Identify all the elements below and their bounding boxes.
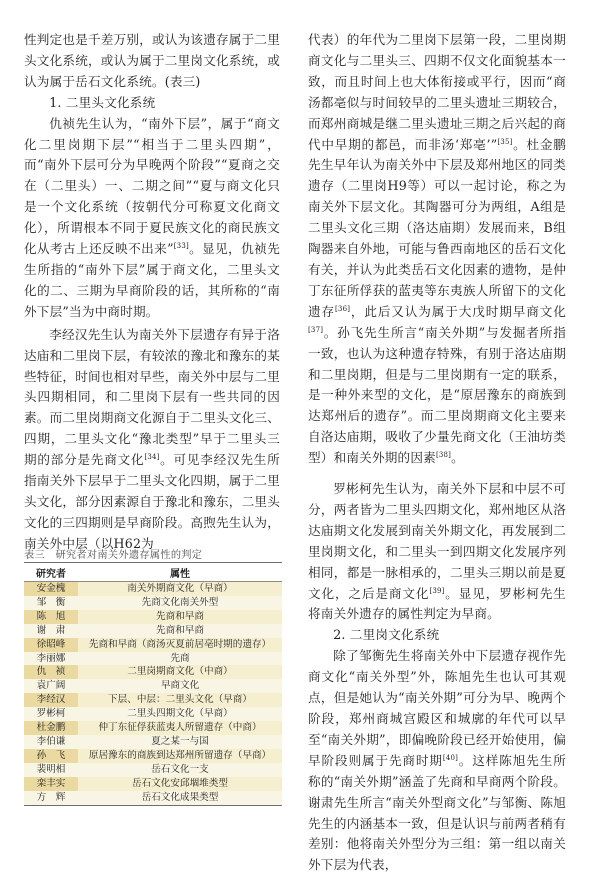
paragraph-text: 除了邹衡先生将南关外中下层遗存视作先商文化“南关外型”外，陈旭先生也认可其观点，但是她认为“南关外期”可分为早、晚两个阶段，郑州商城宫殿区和城廓的年代可以早至“南关外期”，即偏晚阶段已经开始使用，偏早阶段则属于先商时期: [308, 648, 566, 768]
paragraph: [308, 479, 566, 625]
researcher-cell: 孙 飞: [24, 749, 78, 763]
attribute-cell: 南关外期商文化（早商）: [78, 582, 282, 596]
citation-ref: [35]: [497, 137, 513, 146]
citation-ref: [39]: [429, 586, 445, 595]
researcher-cell: 栾丰实: [24, 777, 78, 791]
paragraph-text: ，此后又认为属于大戊时期早商文化: [350, 303, 566, 319]
table-row: [24, 735, 282, 749]
table-row: [24, 638, 282, 652]
researcher-cell: 李伯谦: [24, 735, 78, 749]
attribute-cell: 二里岗期商文化（中商）: [78, 665, 282, 679]
table-header-row: [24, 563, 282, 582]
table-body: [24, 582, 282, 806]
researcher-cell: 裴明相: [24, 763, 78, 777]
attribute-cell: 先商和早商（商汤灭夏前居亳时期的遗存）: [78, 638, 282, 652]
paragraph: [24, 325, 280, 555]
paragraph-text: 。这样陈旭先生所称的“南关外期”涵盖了先商和早商两个阶段。谢肃先生所言“南关外型商文化”与邹衡、陈旭先生的内涵基本一致，但是认识与前两者稍有差别：他将南关外型分为三组：第一组以南关外下层为代表，: [308, 752, 566, 873]
table-row: [24, 652, 282, 666]
attribute-cell: 先商和早商: [78, 624, 282, 638]
column-header-attribute: 属性: [78, 563, 282, 582]
paragraph-text: 。显见，仇祯先生所指的“南外下层”属于商文化，二里头文化的二、三期为早商阶段的话，其所称的“南外下层”当为中商时期。: [24, 241, 280, 319]
paragraph-text: 李经汉先生认为南关外下层遗存有异于洛达庙和二里岗下层，有较浓的豫北和豫东的某些特征，时间也相对早些，南关外中层与二里头四期相同，和二里岗下层有一些共同的因素。而二里岗期商文化源自于二里头文化三、四期，二里头文化“豫北类型”早于二里头三期的部分是先商文化: [24, 326, 280, 468]
researcher-cell: 安金槐: [24, 582, 78, 596]
paragraph-text: 。杜金鹏先生早年认为南关外中下层及郑州地区的同类遗存（二里岗H9等）可以一起讨论，称之为南关外下层文化。其陶器可分为两组，A组是二里头文化三期（洛达庙期）发展而来，B组陶器来自外地，可能与鲁西南地区的岳石文化有关，并认为此类岳石文化因素的遗物，是仲丁东征所俘获的蓝夷等东夷族人所留下的文化遗存: [308, 136, 566, 319]
section-heading: 2. 二里岗文化系统: [333, 627, 440, 643]
research-table: [24, 562, 282, 806]
attribute-cell: 先商: [78, 652, 282, 666]
table-row: [24, 693, 282, 707]
paragraph: [24, 114, 280, 323]
researcher-cell: 李经汉: [24, 693, 78, 707]
attribute-cell: 先商文化南关外型: [78, 596, 282, 610]
researcher-cell: 邹 衡: [24, 596, 78, 610]
paragraph: [308, 30, 566, 469]
attribute-cell: 岳石文化安邱堌堆类型: [78, 777, 282, 791]
table-row: [24, 777, 282, 791]
researcher-cell: 谢 肃: [24, 624, 78, 638]
table-row: [24, 610, 282, 624]
researcher-cell: 李丽娜: [24, 652, 78, 666]
table-row: [24, 679, 282, 693]
researcher-cell: 陈 旭: [24, 610, 78, 624]
attribute-cell: 夏之某一与国: [78, 735, 282, 749]
citation-ref: [40]: [442, 753, 459, 762]
citation-ref: [37]: [308, 325, 324, 334]
attribute-cell: 下层、中层：二里头文化（早商）: [78, 693, 282, 707]
citation-ref: [38]: [435, 450, 452, 459]
section-heading: 1. 二里头文化系统: [49, 94, 156, 110]
paragraph: 性判定也是千差万别，或认为该遗存属于二里头文化系统，或认为属于二里岗文化系统，或认为属于岳石文化系统。(表三): [24, 32, 280, 89]
table-row: [24, 665, 282, 679]
table-row: [24, 707, 282, 721]
table-row: [24, 596, 282, 610]
table-row: [24, 721, 282, 735]
paragraph-text: 。: [451, 450, 464, 466]
column-header-researcher: 研究者: [24, 563, 78, 582]
attribute-cell: 岳石文化成果类型: [78, 791, 282, 805]
paragraph-text: 罗彬柯先生认为，南关外下层和中层不可分，两者皆为二里头四期文化，郑州地区从洛达庙期文化发展到南关外期文化，再发展到二里岗期文化，和二里头一到四期文化发展序列相同，都是一脉相承的，二里头三期以前是夏文化，之后是商文化: [308, 481, 566, 601]
attribute-cell: 二里头四期文化（早商）: [78, 707, 282, 721]
paragraph-text: 。孙飞先生所言“南关外期”与发掘者所指一致，也认为这种遗存特殊，有别于洛达庙期和二里岗期，但是与二里岗期有一定的联系，是一种外来型的文化，是“原居豫东的商族到达郑州后的遗存”。而二里岗期商文化主要来自洛达庙期，吸收了少量先商文化（王油坊类型）和南关外期的因素: [308, 324, 566, 466]
paragraph: [308, 646, 566, 876]
citation-ref: [34]: [144, 452, 160, 461]
paragraph-text: 。可见李经汉先生所指南关外下层早于二里头文化四期，属于二里头文化，部分因素源自于豫北和豫东，二里头文化的三四期则是早商阶段。高煦先生认为，南关外中层（以H62为: [24, 452, 280, 551]
attribute-cell: 先商和早商: [78, 610, 282, 624]
attribute-cell: 早商文化: [78, 679, 282, 693]
right-column: [308, 30, 566, 876]
attribute-cell: 仲丁东征俘获蓝夷人所留遗存（中商）: [78, 721, 282, 735]
researcher-cell: 袁广阔: [24, 679, 78, 693]
researcher-cell: 杜金鹏: [24, 721, 78, 735]
researcher-cell: 罗彬柯: [24, 707, 78, 721]
paragraph-text: 代表）的年代为二里岗下层第一段，二里岗期商文化与二里头三、四期不仅文化面貌基本一致，而且时间上也大体衔接或平行，因而“商汤都亳似与时间较早的二里头遗址三期较合，而郑州商城是继二里头遗址三期之后兴起的商代中早期的都邑，而非汤‘郑亳’”: [308, 32, 566, 152]
table-row: [24, 749, 282, 763]
researcher-cell: 徐昭峰: [24, 638, 78, 652]
citation-ref: [33]: [173, 241, 189, 250]
attribute-cell: 原居豫东的商族到达郑州所留遗存（早商）: [78, 749, 282, 763]
researcher-cell: 方 辉: [24, 791, 78, 805]
table-row: [24, 763, 282, 777]
table-caption: 表三 研究者对南关外遗存属性的判定: [24, 550, 203, 561]
table-row: [24, 791, 282, 805]
paragraph-text: 。显见，罗彬柯先生将南关外遗存的属性判定为早商。: [308, 585, 566, 622]
researcher-cell: 仇 祯: [24, 665, 78, 679]
table-row: [24, 582, 282, 596]
left-column: [24, 30, 280, 555]
table-row: [24, 624, 282, 638]
attribute-cell: 岳石文化一支: [78, 763, 282, 777]
citation-ref: [36]: [334, 304, 351, 313]
paragraph-text: 仇祯先生认为，“南外下层”，属于“商文化二里岗期下层”“相当于二里头四期”，而“南外下层可分为早晚两个阶段”“夏商之交在（二里头）一、二期之间”“夏与商文化只是一个文化系统（按朝代分可称夏文化商文化），所谓根本不同于夏民族文化的商民族文化从考古上还反映不出来”: [24, 115, 280, 257]
